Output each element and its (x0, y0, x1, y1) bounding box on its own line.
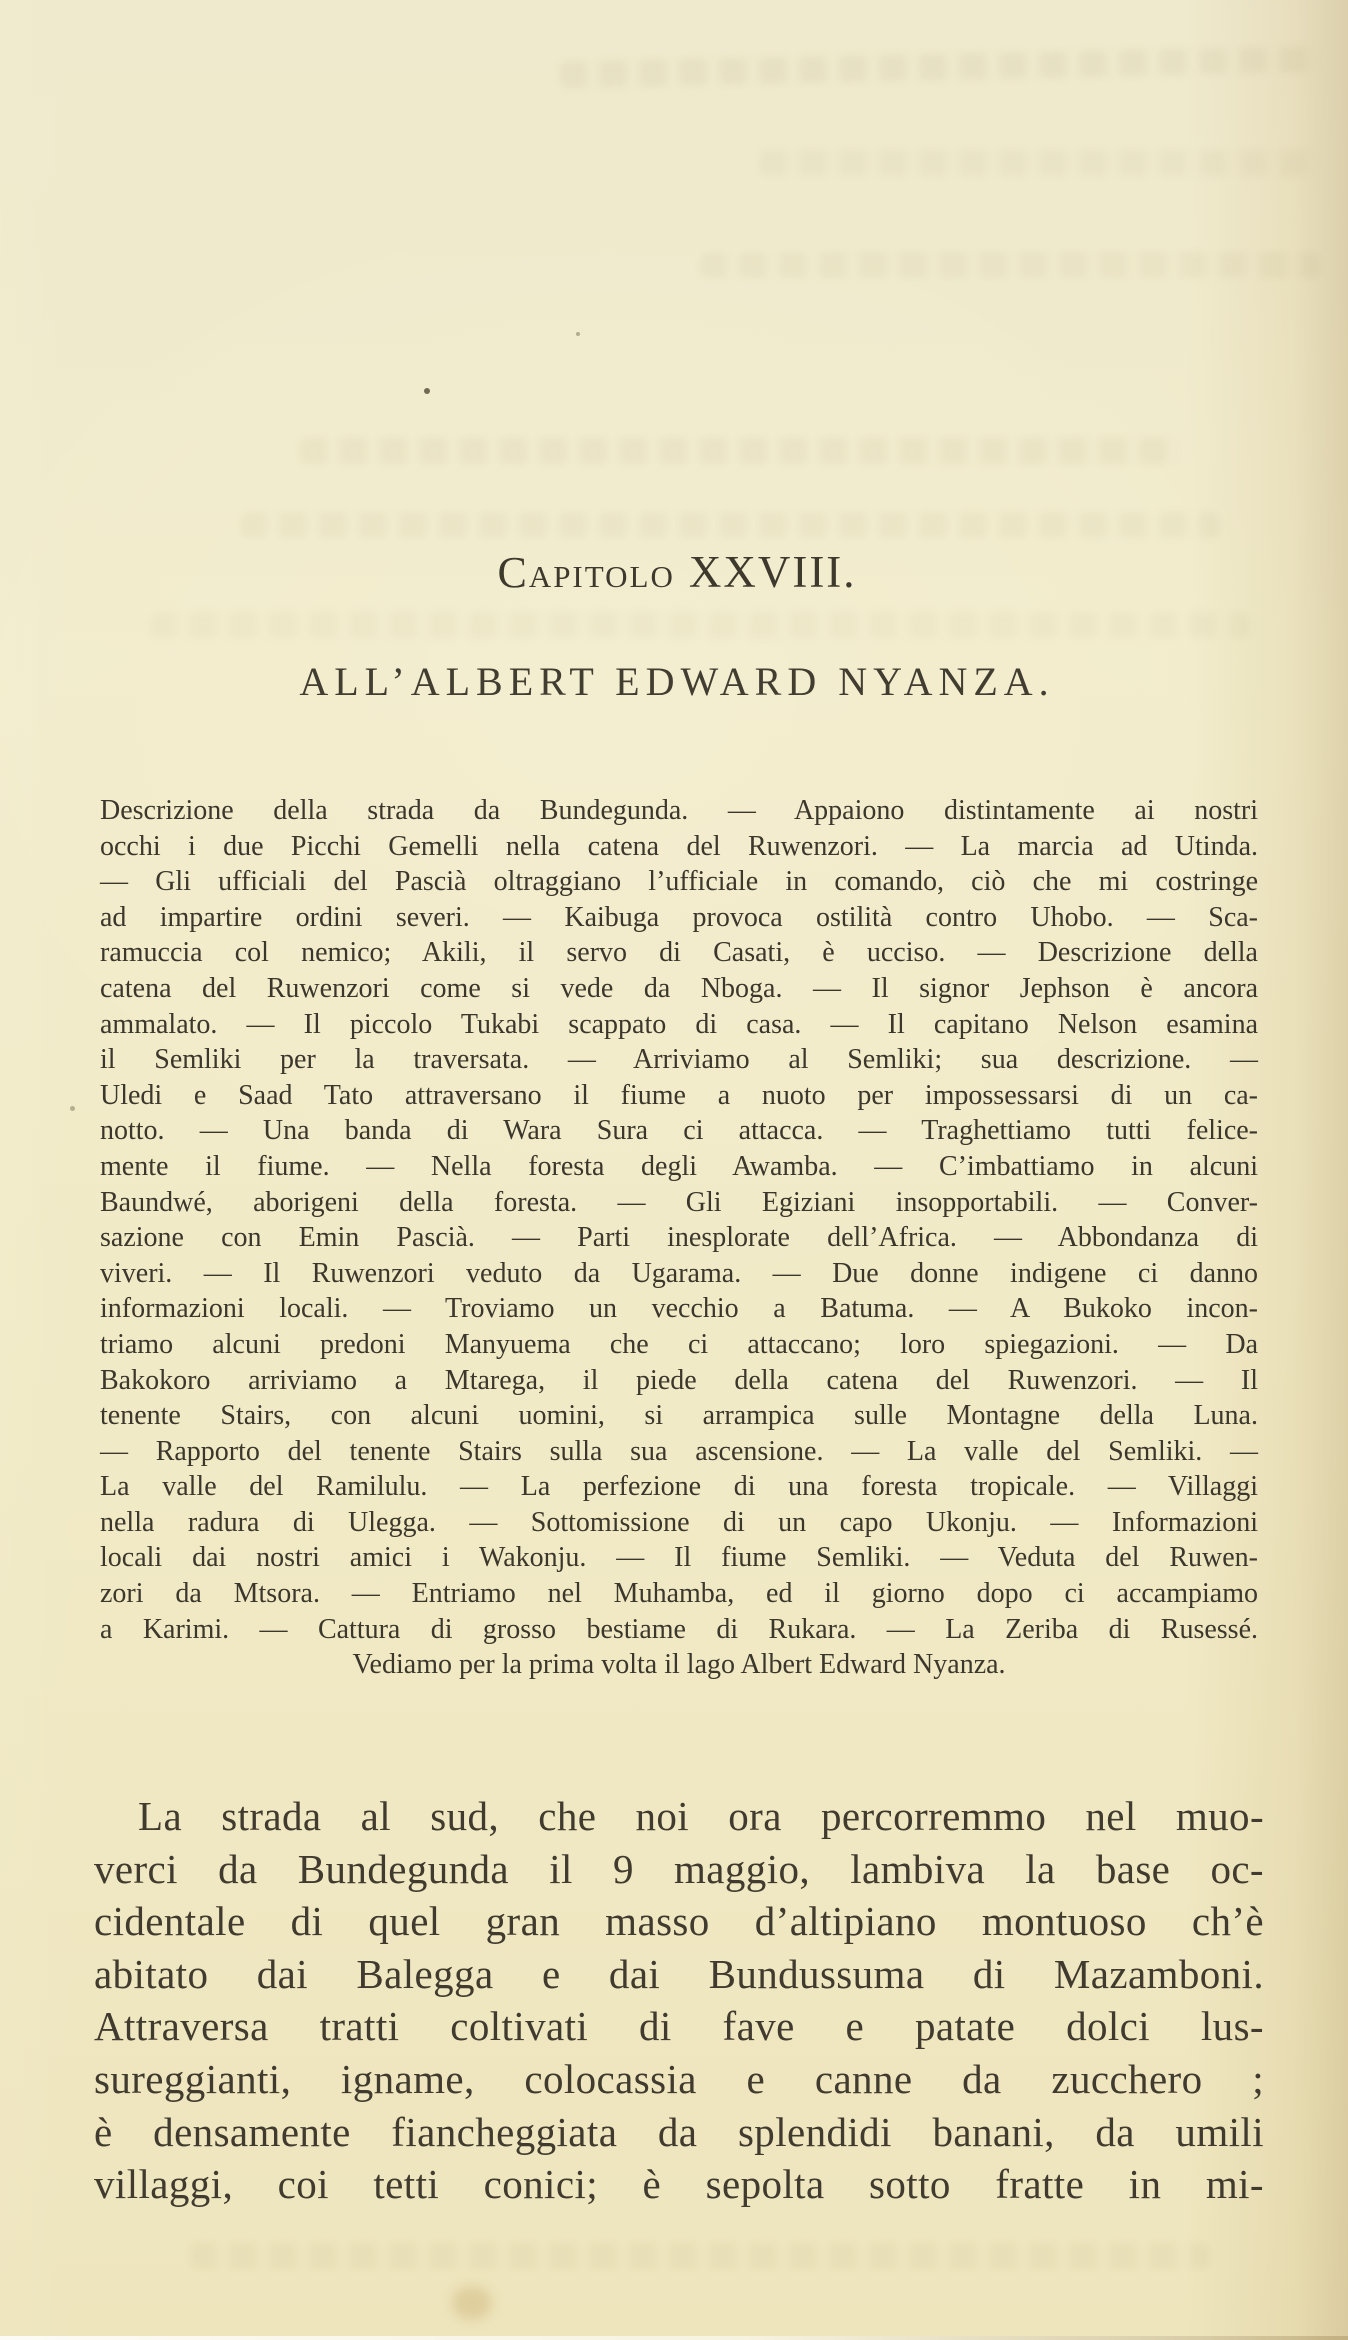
summary-line: — Gli ufficiali del Pascià oltraggiano l’ufficiale in comando, ciò che mi costringe (100, 866, 1258, 898)
summary-line: tenente Stairs, con alcuni uomini, si arrampica sulle Montagne della Luna. (100, 1400, 1258, 1432)
bleedthrough-smudge (190, 2243, 1210, 2269)
chapter-word: Capitolo (497, 548, 675, 597)
summary-line: ad impartire ordini severi. — Kaibuga provoca ostilità contro Uhobo. — Sca- (100, 901, 1258, 933)
summary-line: triamo alcuni predoni Manyuema che ci attaccano; loro spiegazioni. — Da (100, 1328, 1258, 1360)
body-paragraph (94, 1790, 1264, 2211)
summary-line: notto. — Una banda di Wara Sura ci attacca. — Traghettiamo tutti felice- (100, 1115, 1258, 1147)
ink-speck (70, 1106, 75, 1111)
summary-lines (100, 793, 1258, 1647)
summary-line: viveri. — Il Ruwenzori veduto da Ugarama. — Due donne indigene ci danno (100, 1257, 1258, 1289)
summary-line: nella radura di Ulegga. — Sottomissione di un capo Ukonju. — Informazioni (100, 1506, 1258, 1538)
chapter-subtitle: ALL’ALBERT EDWARD NYANZA. (299, 659, 1055, 704)
bleedthrough-smudge (240, 512, 1220, 538)
body-lines (94, 1790, 1264, 2211)
summary-line: informazioni locali. — Troviamo un vecchio a Batuma. — A Bukoko incon- (100, 1293, 1258, 1325)
chapter-summary (100, 793, 1258, 1683)
summary-last-line: Vediamo per la prima volta il lago Albert Edward Nyanza. (352, 1649, 1006, 1681)
body-line: cidentale di quel gran masso d’altipiano montuoso ch’è (94, 1898, 1264, 1945)
ink-speck (576, 332, 580, 336)
bleedthrough-smudge (560, 46, 1320, 88)
summary-line: ammalato. — Il piccolo Tukabi scappato di casa. — Il capitano Nelson esamina (100, 1008, 1258, 1040)
summary-line: mente il fiume. — Nella foresta degli Awamba. — C’imbattiamo in alcuni (100, 1150, 1258, 1182)
bleedthrough-smudge (760, 150, 1320, 176)
summary-line: Baundwé, aborigeni della foresta. — Gli Egiziani insopportabili. — Conver- (100, 1186, 1258, 1218)
paper-stain (452, 2286, 492, 2320)
summary-line: a Karimi. — Cattura di grosso bestiame di Rukara. — La Zeriba di Rusessé. (100, 1613, 1258, 1645)
summary-line: La valle del Ramilulu. — La perfezione di una foresta tropicale. — Villaggi (100, 1471, 1258, 1503)
summary-line: sazione con Emin Pascià. — Parti inesplorate dell’Africa. — Abbondanza di (100, 1222, 1258, 1254)
body-line: sureggianti, igname, colocassia e canne da zucchero ; (94, 2055, 1264, 2102)
summary-line: Uledi e Saad Tato attraversano il fiume a nuoto per impossessarsi di un ca- (100, 1079, 1258, 1111)
bleedthrough-smudge (700, 252, 1320, 278)
body-line: è densamente fiancheggiata da splendidi banani, da umili (94, 2108, 1264, 2155)
body-line: verci da Bundegunda il 9 maggio, lambiva la base oc- (94, 1845, 1264, 1892)
summary-line: ramuccia col nemico; Akili, il servo di Casati, è ucciso. — Descrizione della (100, 937, 1258, 969)
summary-line: — Rapporto del tenente Stairs sulla sua ascensione. — La valle del Semliki. — (100, 1435, 1258, 1467)
chapter-heading (94, 546, 1260, 598)
body-line: villaggi, coi tetti conici; è sepolta sotto fratte in mi- (94, 2161, 1264, 2208)
bleedthrough-smudge (300, 438, 1180, 464)
body-line: abitato dai Balegga e dai Bundussuma di Mazamboni. (94, 1950, 1264, 1997)
summary-line: occhi i due Picchi Gemelli nella catena del Ruwenzori. — La marcia ad Utinda. (100, 830, 1258, 862)
body-line: Attraversa tratti coltivati di fave e patate dolci lus- (94, 2003, 1264, 2050)
summary-line: locali dai nostri amici i Wakonju. — Il fiume Semliki. — Veduta del Ruwen- (100, 1542, 1258, 1574)
bleedthrough-smudge (150, 612, 1250, 638)
summary-line: il Semliki per la traversata. — Arriviamo al Semliki; sua descrizione. — (100, 1044, 1258, 1076)
summary-line: zori da Mtsora. — Entriamo nel Muhamba, ed il giorno dopo ci accampiamo (100, 1578, 1258, 1610)
summary-line: Bakokoro arriviamo a Mtarega, il piede della catena del Ruwenzori. — Il (100, 1364, 1258, 1396)
chapter-number: XXVIII. (688, 547, 857, 597)
body-line: La strada al sud, che noi ora percorremmo nel muo- (138, 1793, 1264, 1839)
summary-line: catena del Ruwenzori come si vede da Nboga. — Il signor Jephson è ancora (100, 972, 1258, 1004)
summary-line: Descrizione della strada da Bundegunda. — Appaiono distintamente ai nostri (100, 795, 1258, 826)
ink-speck (424, 388, 430, 394)
